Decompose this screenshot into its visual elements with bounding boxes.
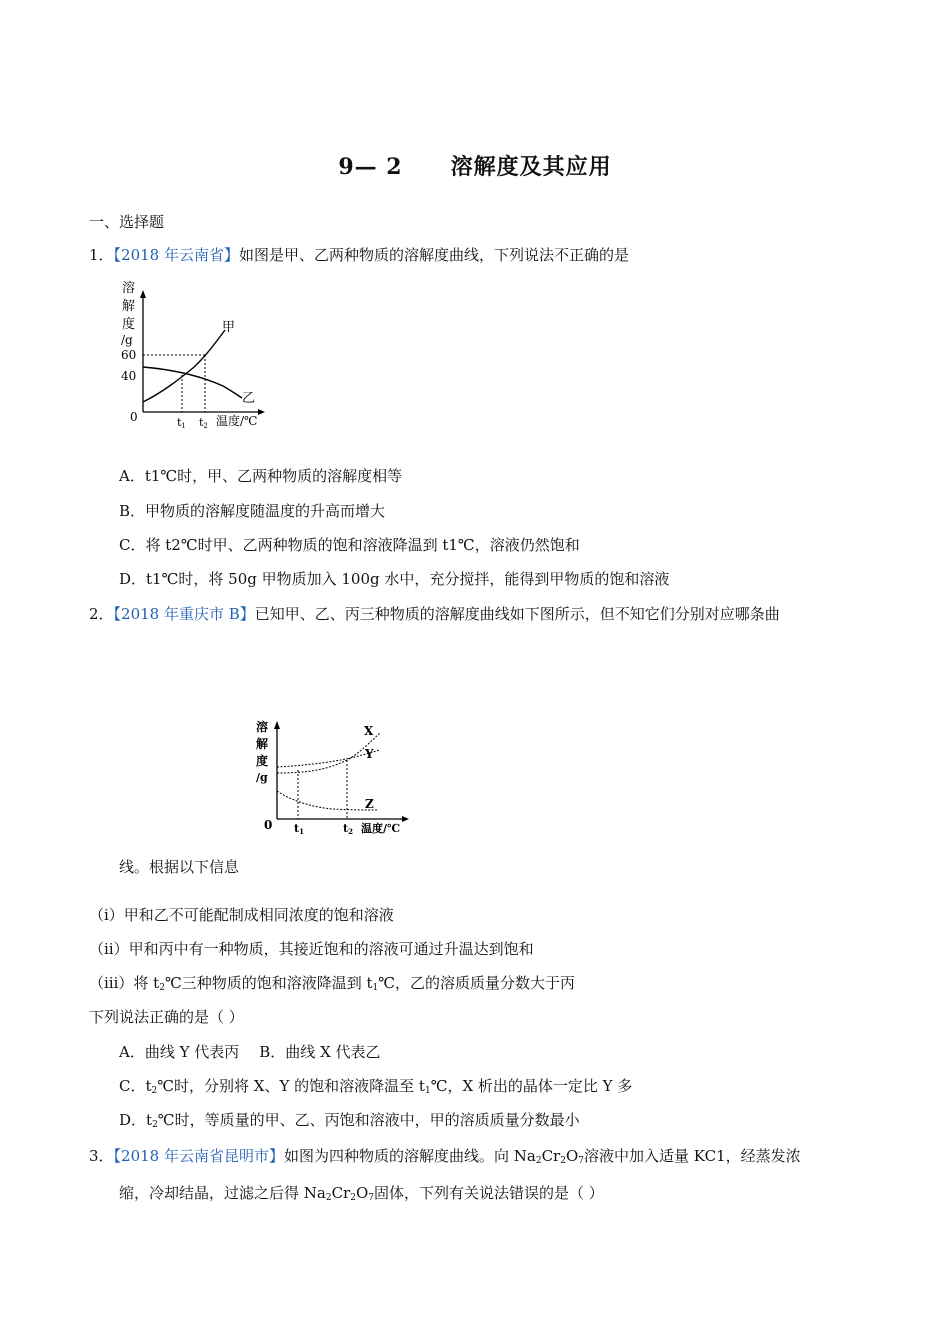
q2-label-x: X [364,724,374,738]
q2-ylabel-2: 解 [256,737,269,751]
q1-option-d: D．t1℃时，将 50g 甲物质加入 100g 水中，充分搅拌，能得到甲物质的饱和溶液 [119,570,670,588]
q1-tick-60: 60 [121,348,137,362]
q2-ylabel-1: 溶 [256,720,269,734]
question-source: 【2018 年云南省昆明市】 [113,1147,284,1165]
q1-y-axis-arrow [140,290,146,298]
q2-ylabel-4: /g [256,771,268,784]
q1-tick-t1: t1 [177,416,186,430]
q2-stem-continued: 线。根据以下信息 [119,858,240,876]
q2-ylabel-3: 度 [256,754,269,768]
q1-label-jia: 甲 [222,320,236,335]
q1-option-a: A．t1℃时，甲、乙两种物质的溶解度相等 [119,467,403,485]
question-3-line-2: 缩，冷却结晶，过滤之后得 $Na_2Cr_2O_7$固体，下列有关说法错误的是（ ） [119,1184,604,1203]
q2-option-a: A．曲线 Y 代表丙 [119,1043,240,1061]
q1-ylabel-1: 溶 [122,281,136,296]
question-text: 已知甲、乙、丙三种物质的溶解度曲线如下图所示，但不知它们分别对应哪条曲 [254,605,780,623]
question-source: 【2018 年云南省】 [113,246,239,264]
q2-curve-z [277,791,377,810]
q1-label-yi: 乙 [242,391,256,406]
q1-ylabel-2: 解 [122,299,136,314]
q1-tick-0: 0 [130,410,138,424]
question-3-stem: 3．【2018 年云南省昆明市】如图为四种物质的溶解度曲线。向 $Na_2Cr_2O_7$溶液中加入适量 KC1，经蒸发浓 [89,1147,801,1166]
page-title [0,150,950,181]
q2-info-2: （ⅱ）甲和丙中有一种物质，其接近饱和的溶液可通过升温达到饱和 [89,940,534,958]
q2-tick-t1: t1 [294,822,304,836]
q1-tick-t2: t2 [199,416,208,430]
question-1-stem [89,245,629,265]
question-source: 【2018 年重庆市 B】 [113,605,255,623]
q2-label-z: Z [365,797,374,811]
q2-option-ab [119,1042,381,1062]
q1-tick-40: 40 [121,369,137,383]
q2-info-3: （ⅲ）将 $t_2℃$三种物质的饱和溶液降温到 $t_1℃$，乙的溶质质量分数大于丙 [89,974,576,993]
question-number: 2． [89,605,114,623]
q2-option-c: C．$t_2℃$时，分别将 X、Y 的饱和溶液降温至 $t_1℃$，X 析出的晶体一定比 Y 多 [119,1077,633,1096]
q1-x-axis-arrow [258,409,265,415]
q2-question: 下列说法正确的是（ ） [89,1008,244,1026]
title-text: 溶解度及其应用 [450,154,612,180]
question-text: 如图是甲、乙两种物质的溶解度曲线，下列说法不正确的是 [239,246,630,264]
question-2-stem [89,604,780,624]
q1-curve-jia [143,330,225,402]
q2-solubility-chart [252,715,417,840]
q2-option-b: B．曲线 X 代表乙 [259,1043,381,1061]
q1-option-c: C．将 t2℃时甲、乙两种物质的饱和溶液降温到 t1℃，溶液仍然饱和 [119,536,580,554]
q2-y-axis-arrow [274,721,280,729]
q2-option-d: D．$t_2℃$时，等质量的甲、乙、丙饱和溶液中，甲的溶质质量分数最小 [119,1111,580,1130]
question-number: 3． [89,1147,114,1165]
section-heading: 一、选择题 [89,213,165,231]
q1-ylabel-4: /g [121,333,133,347]
q1-xlabel: 温度/℃ [216,414,258,428]
q1-solubility-chart [118,280,278,435]
q2-xlabel: 温度/℃ [361,822,401,835]
q2-info-1: （ⅰ）甲和乙不可能配制成相同浓度的饱和溶液 [89,906,394,924]
q2-x-axis-arrow [402,816,409,822]
q2-tick-t2: t2 [343,822,353,836]
title-number: 9— 2 [338,154,403,180]
q2-label-y: Y [365,747,374,761]
q1-option-b: B．甲物质的溶解度随温度的升高而增大 [119,502,386,520]
q1-ylabel-3: 度 [122,317,136,332]
q2-origin: 0 [264,818,273,832]
question-number: 1． [89,246,114,264]
